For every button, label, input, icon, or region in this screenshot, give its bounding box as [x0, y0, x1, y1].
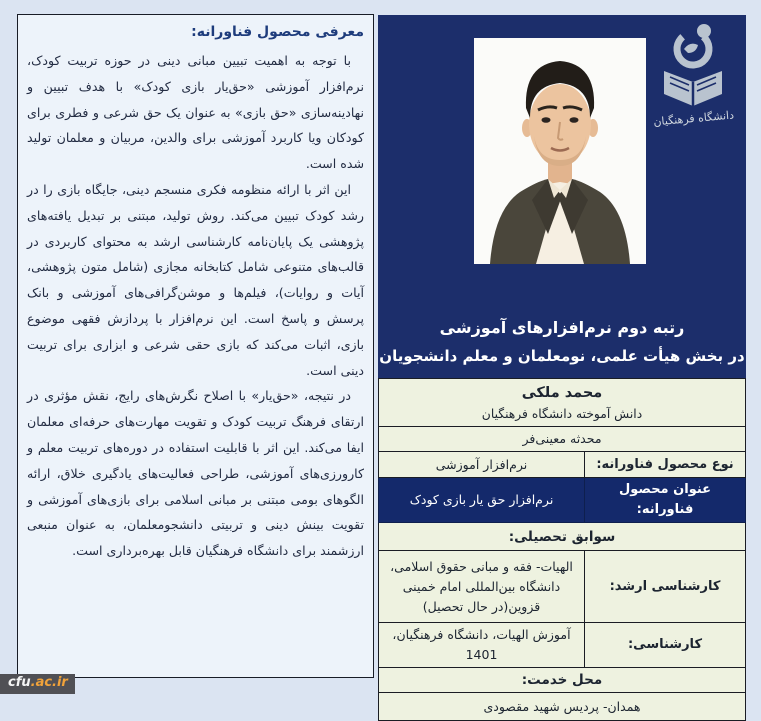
award-rank-line: رتبه دوم نرم‌افزارهای آموزشی	[439, 318, 685, 337]
profile-photo	[474, 38, 646, 264]
article-title: معرفی محصول فناورانه:	[191, 24, 364, 40]
table-row-service-location	[379, 693, 746, 721]
advisor-name: محدثه معینی‌فر	[379, 427, 746, 452]
education-header: سوابق تحصیلی:	[379, 523, 746, 551]
watermark-prefix: cfu	[8, 675, 31, 690]
article-paragraph-3: در نتیجه، «حق‌یار» با اصلاح نگرش‌های رایج، نقش مؤثری در ارتقای فرهنگ تربیت کودک و تقویت مهارت‌های حرفه‌ای معلمان ایفا می‌کند. این اثر با قابلیت استفاده در دوره‌های تربیت معلم و کارورزی‌های آموزشی، طراحی فعالیت‌های یادگیری خلاق، ارائه الگوهای بومی مبتنی بر مبانی اسلامی برای بازی‌های آموزشی و تقویت بینش دینی و تربیتی دانشجومعلمان، به عنوان منبعی ارزشمند برای دانشگاه فرهنگیان قابل بهره‌برداری است.	[27, 388, 364, 559]
product-title-value: نرم‌افزار حق یار بازی کودک	[379, 478, 585, 523]
portrait-illustration	[474, 38, 646, 264]
masters-value: الهیات- فقه و مبانی حقوق اسلامی، دانشگاه بین‌المللی امام خمینی قزوین(در حال تحصیل)	[379, 551, 585, 623]
university-emblem-icon	[646, 19, 742, 131]
product-type-value: نرم‌افزار آموزشی	[379, 452, 585, 478]
bachelors-label: کارشناسی:	[585, 623, 746, 668]
award-banner	[378, 314, 746, 370]
article-paragraph-1: با توجه به اهمیت تبیین مبانی دینی در حوزه تربیت کودک، نرم‌افزار آموزشی «حق‌یار بازی کودک» با هدف تبیین و نهادینه‌سازی «حق بازی» به عنوان یک حق شرعی و فطری برای کودکان ویا کاربرد آموزشی برای والدین، مربیان و معلمان تولید شده است.	[27, 53, 364, 172]
table-row-masters	[379, 551, 746, 623]
site-watermark[interactable]	[0, 674, 75, 694]
person-subtitle: دانش آموخته دانشگاه فرهنگیان	[481, 407, 643, 421]
service-location: همدان- پردیس شهید مقصودی	[379, 693, 746, 721]
bachelors-value: آموزش الهیات، دانشگاه فرهنگیان، 1401	[379, 623, 585, 668]
person-name: محمد ملکی	[521, 385, 603, 401]
table-row-education-header	[379, 523, 746, 551]
table-row-name	[379, 379, 746, 427]
product-intro-panel	[17, 14, 374, 678]
award-category-line: در بخش هیأت علمی، نومعلمان و معلم دانشجویان	[379, 347, 745, 365]
service-header: محل خدمت:	[379, 668, 746, 693]
watermark-suffix: .ac.ir	[30, 675, 68, 690]
profile-panel	[378, 15, 746, 378]
product-title-label: عنوان محصول فناورانه:	[585, 478, 746, 523]
profile-table	[378, 378, 746, 721]
table-row-product-type	[379, 452, 746, 478]
product-type-label: نوع محصول فناورانه:	[585, 452, 746, 478]
university-logo	[646, 19, 742, 131]
masters-label: کارشناسی ارشد:	[585, 551, 746, 623]
table-row-bachelors	[379, 623, 746, 668]
table-row-product-title	[379, 478, 746, 523]
table-row-advisor	[379, 427, 746, 452]
article-paragraph-2: این اثر با ارائه منظومه فکری منسجم دینی، جایگاه بازی را در رشد کودک تبیین می‌کند. روش تولید، مبتنی بر تبدیل یافته‌های پژوهشی یک پایان‌نامه کارشناسی ارشد به محتوای کاربردی در قالب‌های متنوعی شامل کتابخانه مجازی (شامل متون پژوهشی، آیات و روایات)، فیلم‌ها و موشن‌گرافی‌های آموزشی و بانک پرسش و پاسخ است. این نرم‌افزار با پردازش فقهی موضوع بازی، اثبات می‌کند که بازی حقی شرعی و ابزاری برای تربیت دینی است.	[27, 181, 364, 378]
university-name-calligraphy: دانشگاه فرهنگیان	[652, 108, 735, 129]
table-row-service-header	[379, 668, 746, 693]
